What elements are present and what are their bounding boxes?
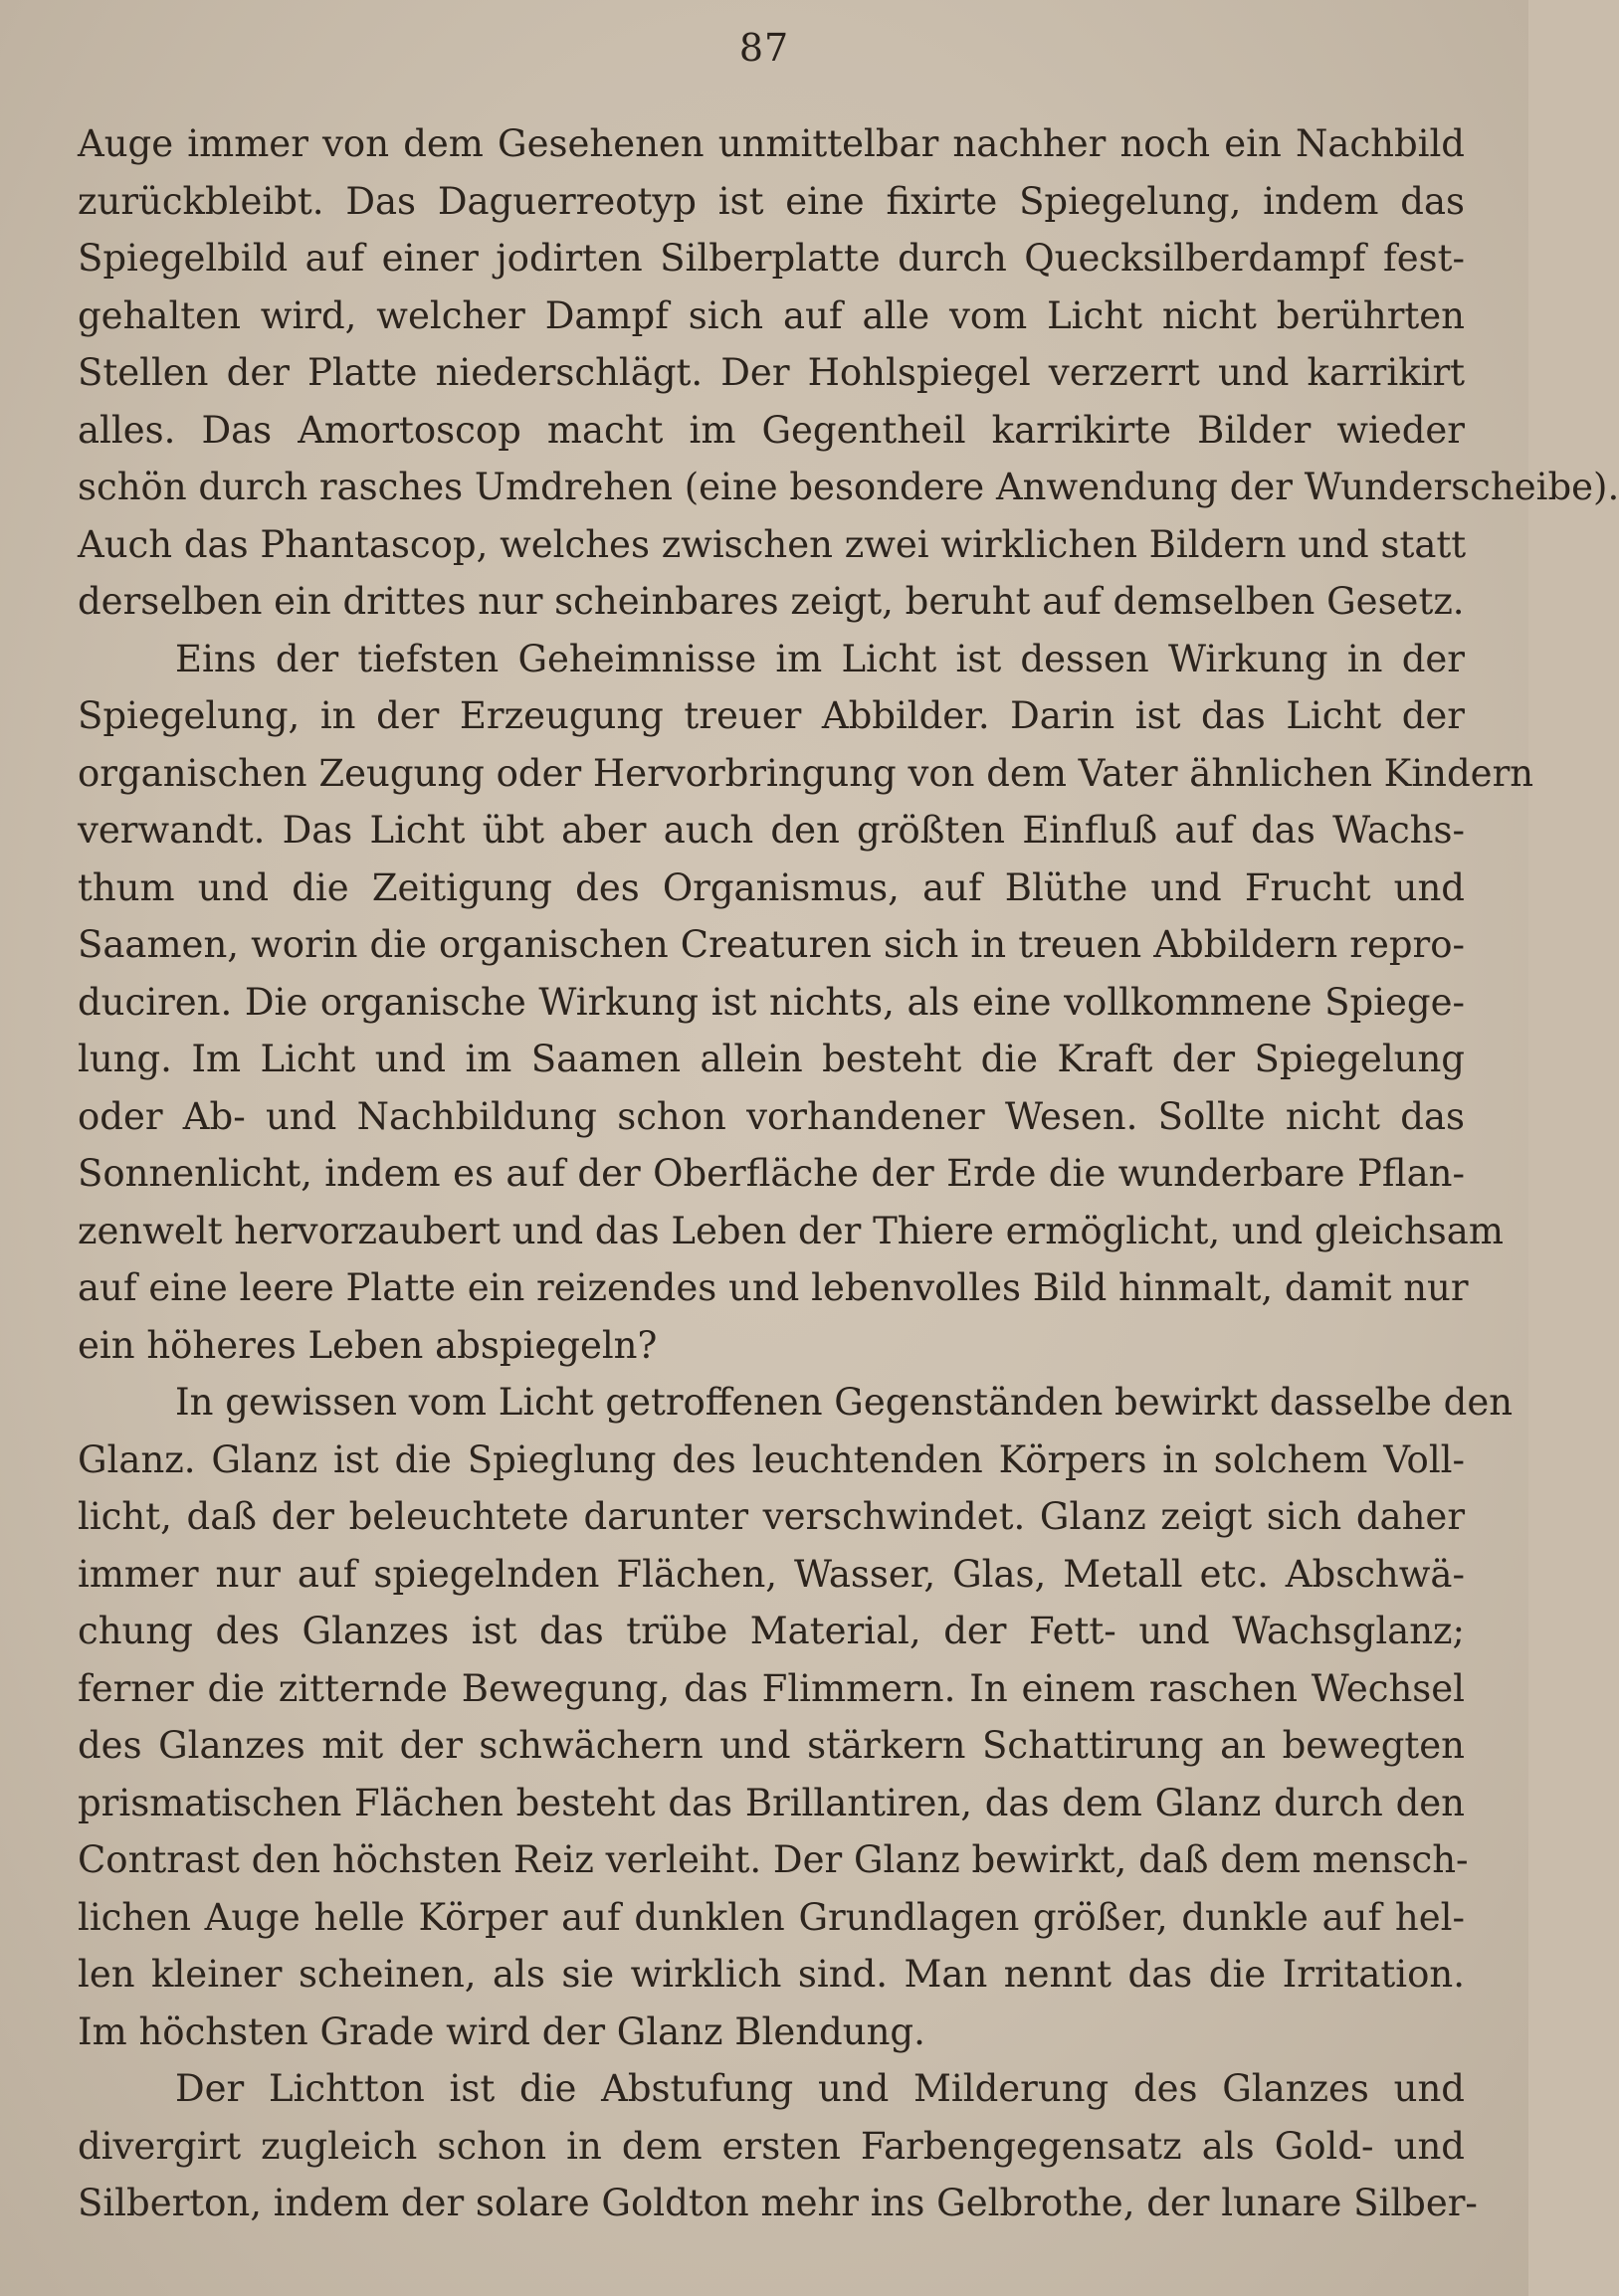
text-line: Stellen der Platte niederschlägt. Der Hohlspiegel verzerrt und karrikirt: [78, 351, 1465, 394]
text-line: lung. Im Licht und im Saamen allein besteht die Kraft der Spiegelung: [78, 1038, 1465, 1080]
text-line: In gewissen vom Licht getroffenen Gegenständen bewirkt dasselbe den: [175, 1381, 1514, 1424]
text-line: derselben ein drittes nur scheinbares zeigt, beruht auf demselben Gesetz.: [78, 580, 1465, 623]
text-line: Im höchsten Grade wird der Glanz Blendung.: [78, 2009, 925, 2053]
text-line: Silberton, indem der solare Goldton mehr ins Gelbrothe, der lunare Silber-: [78, 2182, 1478, 2224]
text-line: verwandt. Das Licht übt aber auch den größten Einfluß auf das Wachs-: [78, 809, 1465, 852]
text-line: Der Lichtton ist die Abstufung und Milderung des Glanzes und: [175, 2067, 1465, 2110]
paragraph: [78, 115, 1619, 631]
text-line: ferner die zitternde Bewegung, das Flimmern. In einem raschen Wechsel: [78, 1666, 1465, 1710]
text-line: licht, daß der beleuchtete darunter verschwindet. Glanz zeigt sich daher: [78, 1495, 1465, 1538]
text-line: oder Ab- und Nachbildung schon vorhandener Wesen. Sollte nicht das: [78, 1094, 1465, 1138]
text-line: Glanz. Glanz ist die Spieglung des leuchtenden Körpers in solchem Voll-: [78, 1437, 1465, 1481]
text-line: divergirt zugleich schon in dem ersten Farbengegensatz als Gold- und: [78, 2124, 1465, 2168]
page-number: 87: [738, 26, 790, 70]
text-line: immer nur auf spiegelnden Flächen, Wasser, Glas, Metall etc. Abschwä-: [78, 1552, 1465, 1596]
text-line: ein höheres Leben abspiegeln?: [78, 1323, 658, 1367]
text-line: Auge immer von dem Gesehenen unmittelbar nachher noch ein Nachbild: [78, 122, 1465, 165]
text-line: organischen Zeugung oder Hervorbringung von dem Vater ähnlichen Kindern: [78, 751, 1534, 795]
text-line: Auch das Phantascop, welches zwischen zwei wirklichen Bildern und statt: [78, 522, 1467, 566]
paragraph: [78, 631, 1534, 1375]
text-line: chung des Glanzes ist das trübe Material, der Fett- und Wachsglanz;: [78, 1610, 1465, 1652]
text-line: des Glanzes mit der schwächern und stärkern Schattirung an bewegten: [78, 1724, 1465, 1767]
paragraph: [78, 1374, 1514, 2060]
text-line: prismatischen Flächen besteht das Brillantiren, das dem Glanz durch den: [78, 1781, 1465, 1824]
text-line: Eins der tiefsten Geheimnisse im Licht ist dessen Wirkung in der: [175, 637, 1465, 680]
text-line: alles. Das Amortoscop macht im Gegentheil karrikirte Bilder wieder: [78, 408, 1465, 452]
paragraph: [78, 2060, 1478, 2232]
text-line: duciren. Die organische Wirkung ist nichts, als eine vollkommene Spiege-: [78, 980, 1465, 1024]
text-line: auf eine leere Platte ein reizendes und lebenvolles Bild hinmalt, damit nur: [78, 1266, 1469, 1309]
text-line: len kleiner scheinen, als sie wirklich sind. Man nennt das die Irritation.: [78, 1953, 1465, 1996]
text-line: gehalten wird, welcher Dampf sich auf alle vom Licht nicht berührten: [78, 293, 1465, 337]
text-line: thum und die Zeitigung des Organismus, auf Blüthe und Frucht und: [78, 865, 1465, 909]
text-line: Sonnenlicht, indem es auf der Oberfläche der Erde die wunderbare Pflan-: [78, 1152, 1465, 1195]
text-line: lichen Auge helle Körper auf dunklen Grundlagen größer, dunkle auf hel-: [78, 1895, 1465, 1939]
body-text: [78, 115, 1619, 2232]
text-line: Saamen, worin die organischen Creaturen sich in treuen Abbildern repro-: [78, 923, 1465, 966]
text-line: schön durch rasches Umdrehen (eine besondere Anwendung der Wunderscheibe).: [78, 466, 1619, 508]
text-line: Contrast den höchsten Reiz verleiht. Der Glanz bewirkt, daß dem mensch-: [78, 1838, 1469, 1881]
text-line: zenwelt hervorzaubert und das Leben der Thiere ermöglicht, und gleichsam: [78, 1209, 1504, 1252]
text-line: zurückbleibt. Das Daguerreotyp ist eine fixirte Spiegelung, indem das: [78, 179, 1465, 223]
text-line: Spiegelung, in der Erzeugung treuer Abbilder. Darin ist das Licht der: [78, 694, 1465, 737]
text-line: Spiegelbild auf einer jodirten Silberplatte durch Quecksilberdampf fest-: [78, 237, 1465, 280]
